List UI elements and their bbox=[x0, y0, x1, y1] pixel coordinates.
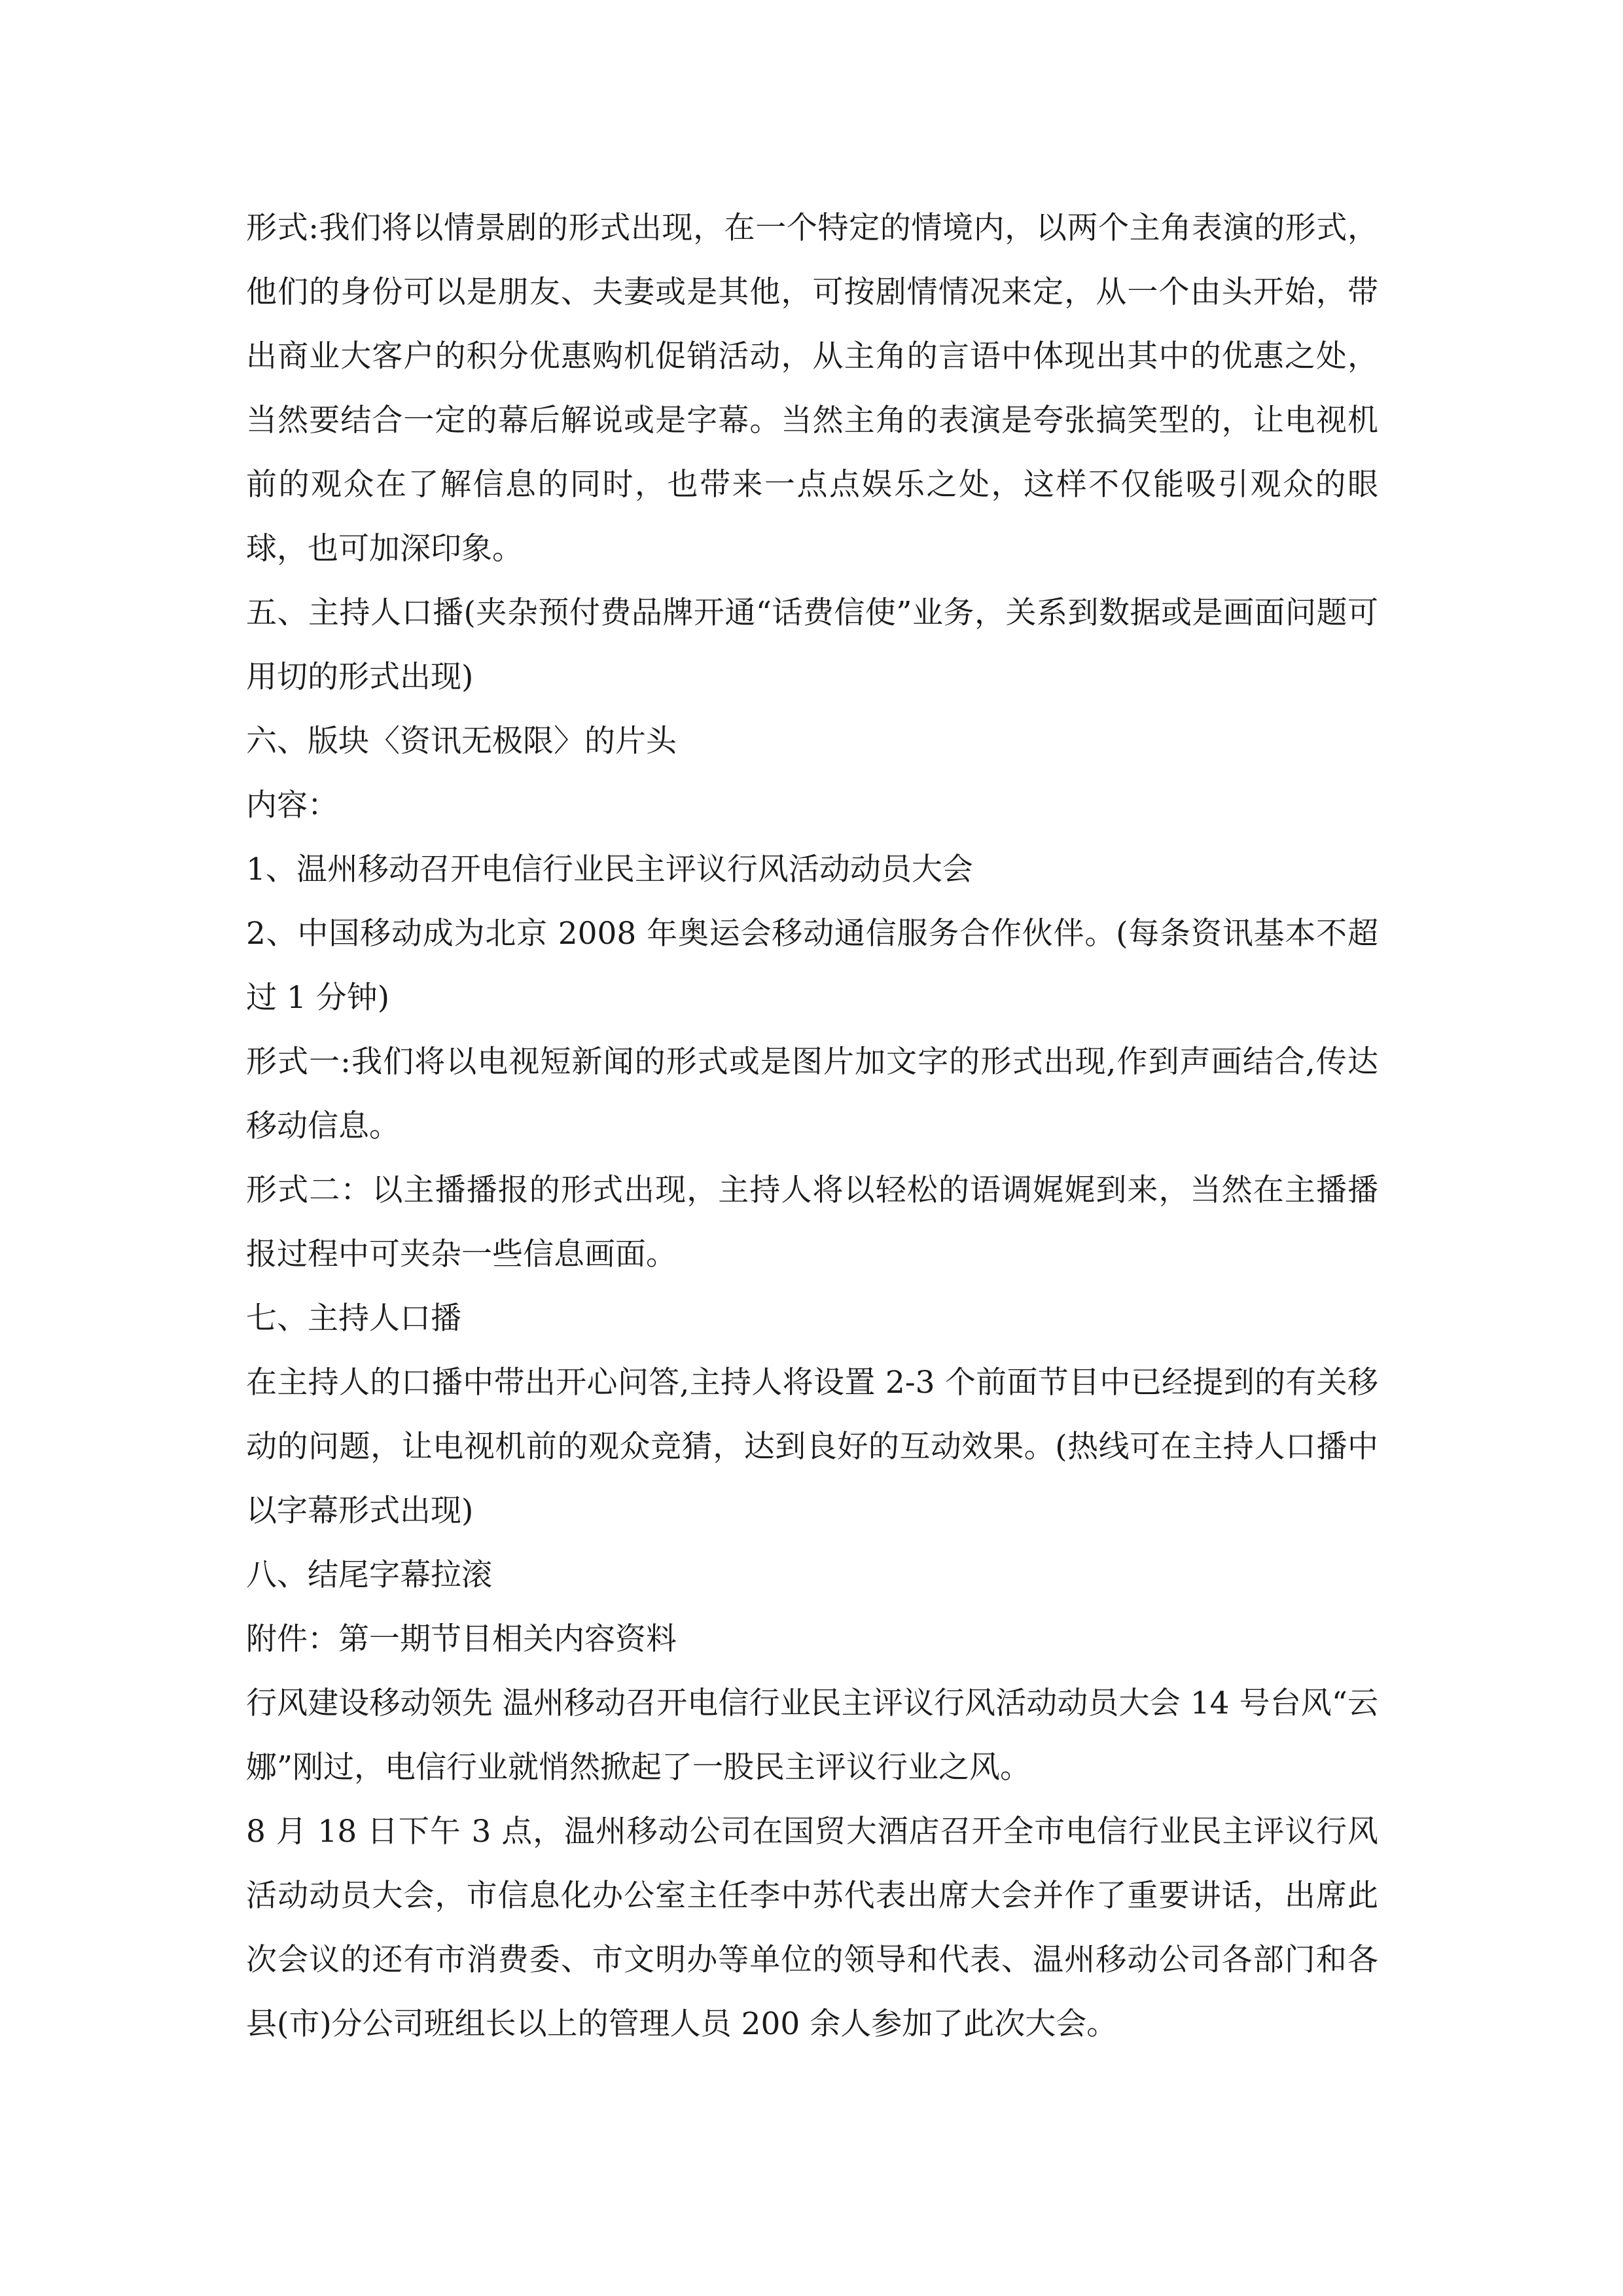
paragraph-format-two: 形式二：以主播播报的形式出现，主持人将以轻松的语调娓娓到来，当然在主播播报过程中可夹杂一些信息画面。 bbox=[246, 1172, 1378, 1272]
document-body bbox=[246, 196, 1378, 2056]
paragraph-news-headline: 行风建设移动领先 温州移动召开电信行业民主评议行风活动动员大会 14 号台风“云娜”刚过，电信行业就悄然掀起了一股民主评议行业之风。 bbox=[246, 1685, 1378, 1785]
paragraph-section-six: 六、版块〈资讯无极限〉的片头 bbox=[246, 723, 677, 759]
paragraph-content-label: 内容： bbox=[246, 787, 338, 823]
paragraph-format-sitcom: 形式:我们将以情景剧的形式出现，在一个特定的情境内，以两个主角表演的形式，他们的身份可以是朋友、夫妻或是其他，可按剧情情况来定，从一个由头开始，带出商业大客户的积分优惠购机促销活动，从主角的言语中体现出其中的优惠之处，当然要结合一定的幕后解说或是字幕。当然主角的表演是夸张搞笑型的，让电视机前的观众在了解信息的同时，也带来一点点娱乐之处，这样不仅能吸引观众的眼球，也可加深印象。 bbox=[246, 210, 1378, 567]
paragraph-attachment: 附件：第一期节目相关内容资料 bbox=[246, 1621, 677, 1657]
paragraph-item-1: 1、温州移动召开电信行业民主评议行风活动动员大会 bbox=[246, 852, 973, 888]
paragraph-item-2: 2、中国移动成为北京 2008 年奥运会移动通信服务合作伙伴。(每条资讯基本不超过 1 分钟) bbox=[246, 916, 1378, 1016]
paragraph-section-seven: 七、主持人口播 bbox=[246, 1300, 461, 1336]
paragraph-quiz: 在主持人的口播中带出开心问答,主持人将设置 2-3 个前面节目中已经提到的有关移动的问题，让电视机前的观众竞猜，达到良好的互动效果。(热线可在主持人口播中以字幕形式出现) bbox=[246, 1365, 1378, 1529]
paragraph-section-five: 五、主持人口播(夹杂预付费品牌开通“话费信使”业务，关系到数据或是画面问题可用切的形式出现) bbox=[246, 595, 1378, 695]
paragraph-news-body: 8 月 18 日下午 3 点，温州移动公司在国贸大酒店召开全市电信行业民主评议行风活动动员大会，市信息化办公室主任李中苏代表出席大会并作了重要讲话，出席此次会议的还有市消费委、市文明办等单位的领导和代表、温州移动公司各部门和各县(市)分公司班组长以上的管理人员 200 余人参加了此次大会。 bbox=[246, 1814, 1378, 2042]
paragraph-format-one: 形式一:我们将以电视短新闻的形式或是图片加文字的形式出现,作到声画结合,传达移动信息。 bbox=[246, 1044, 1378, 1144]
paragraph-section-eight: 八、结尾字幕拉滚 bbox=[246, 1557, 492, 1593]
